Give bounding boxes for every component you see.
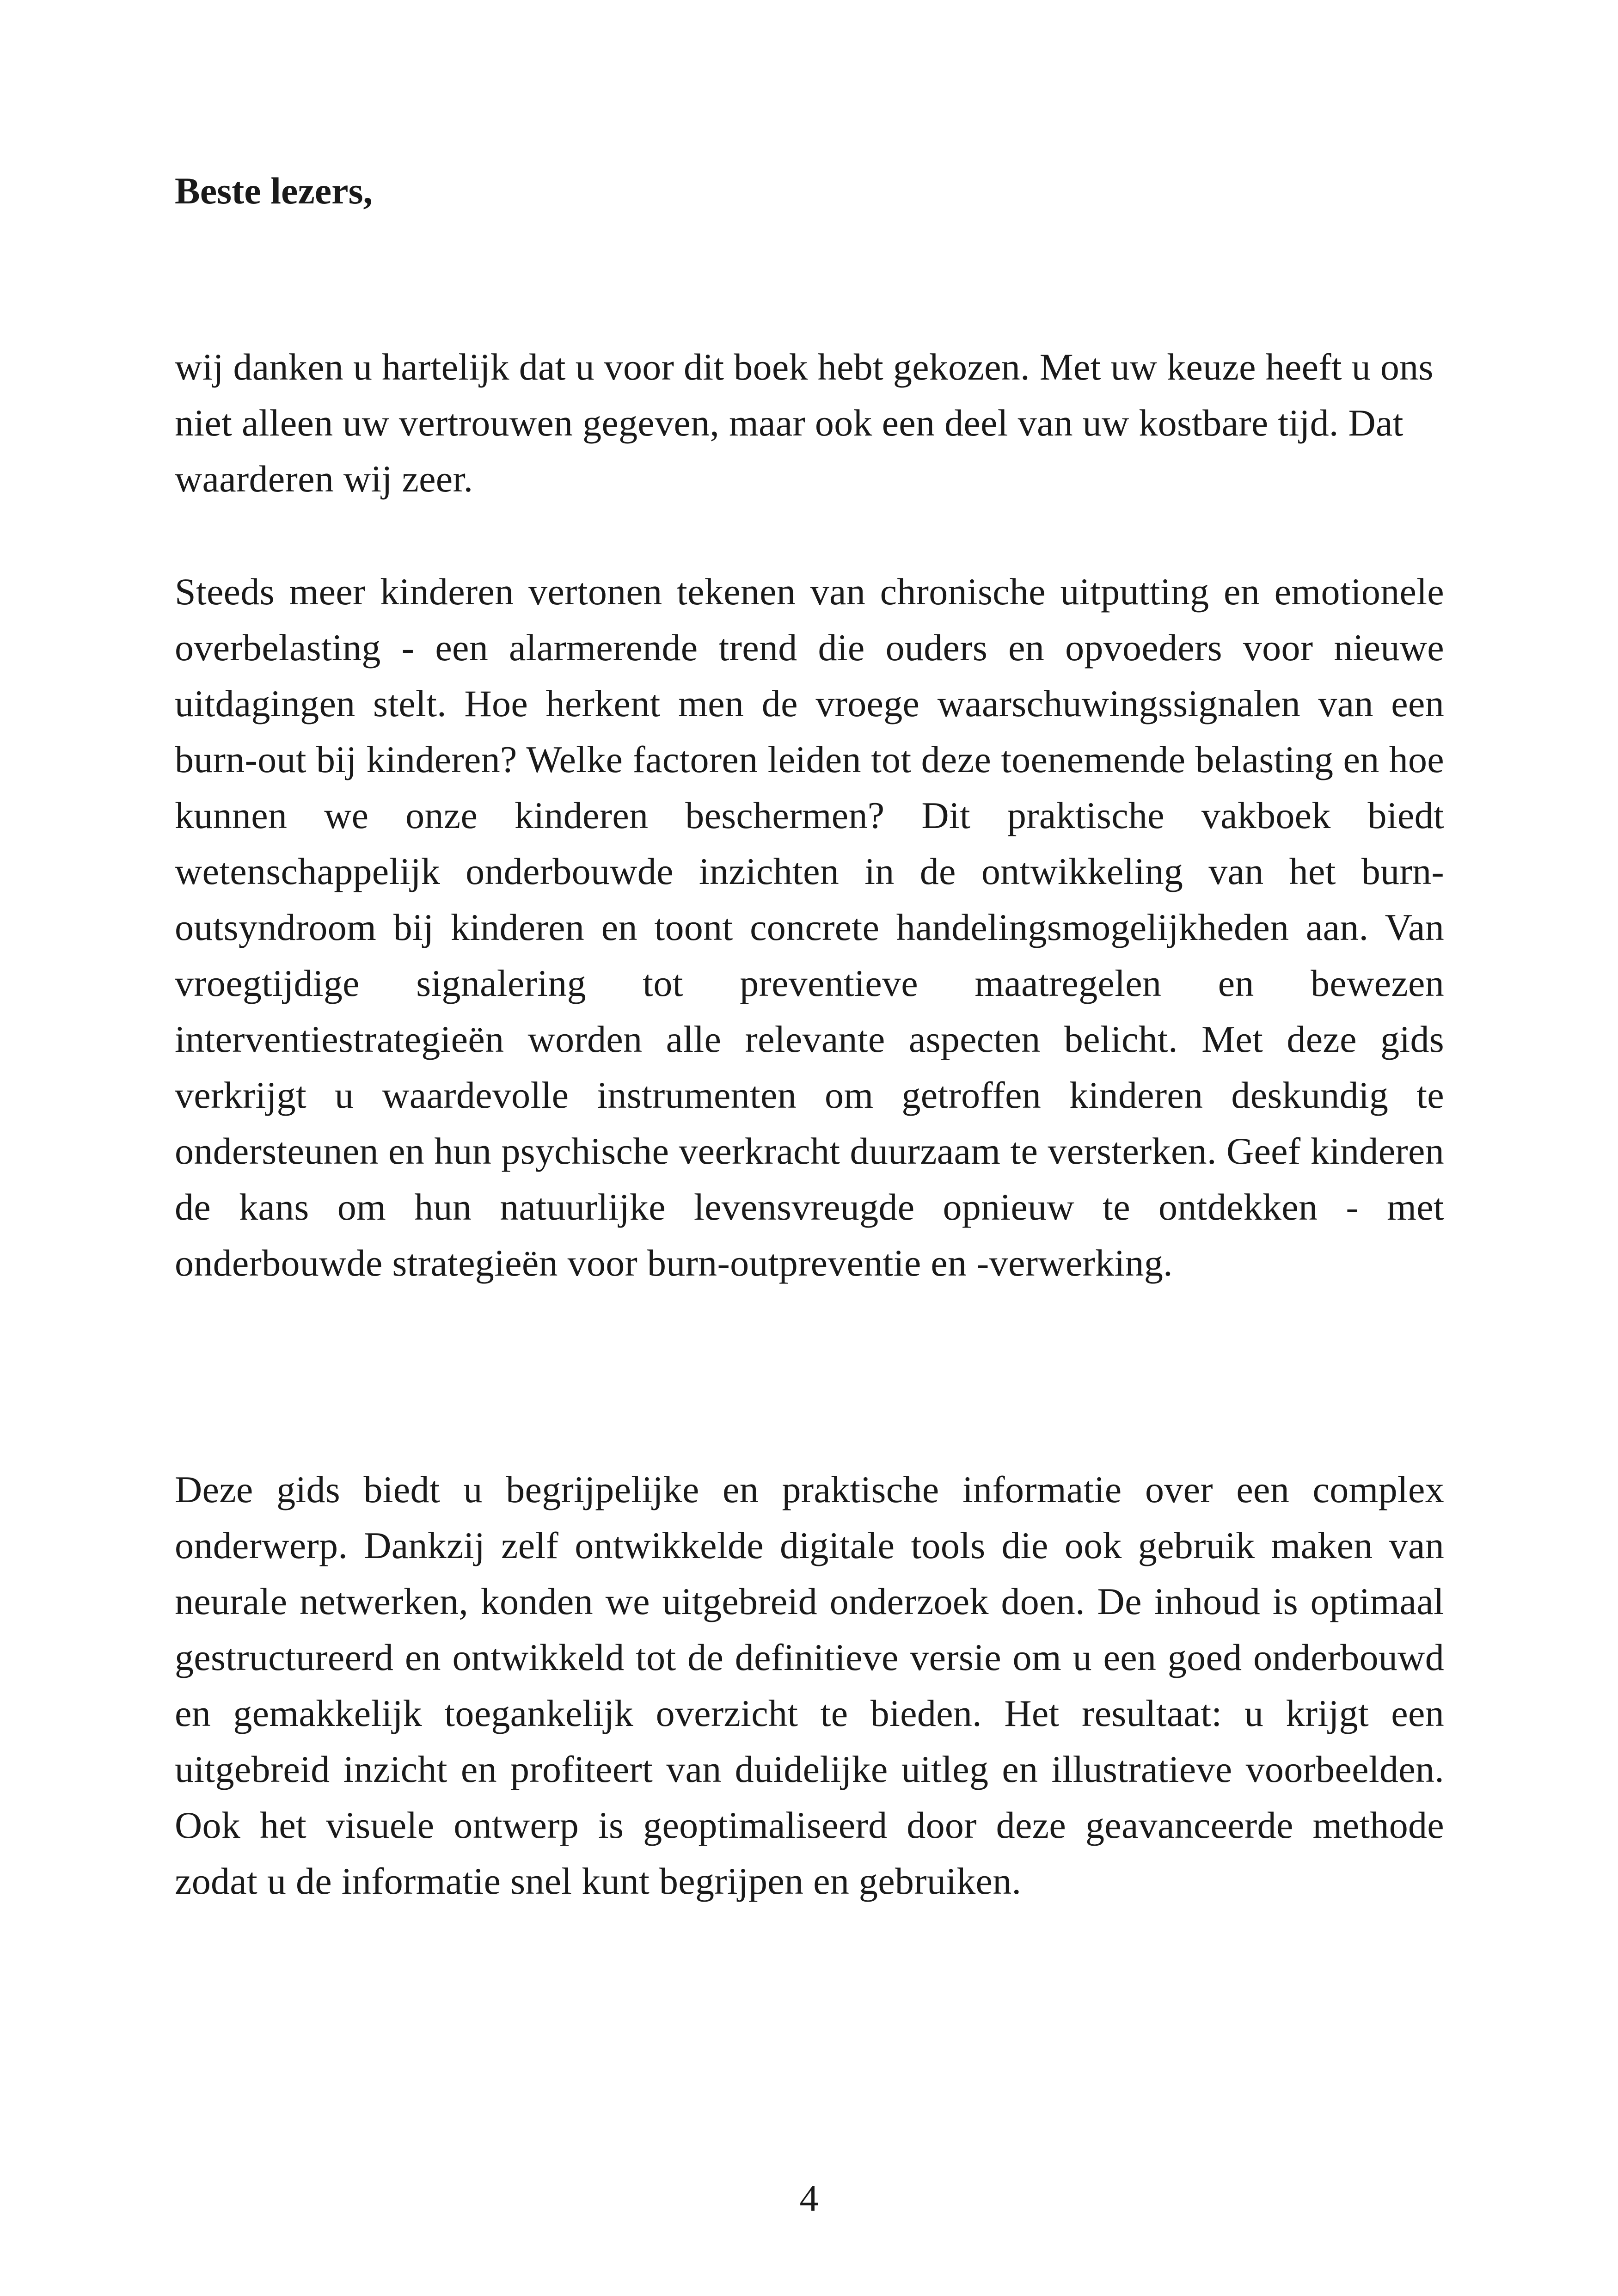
paragraph-thanks: wij danken u hartelijk dat u voor dit boek hebt gekozen. Met uw keuze heeft u ons niet alleen uw vertrouwen gegeven, maar ook een deel van uw kostbare tijd. Dat waarderen wij zeer. — [175, 346, 1434, 500]
paragraph-guide-info: Deze gids biedt u begrijpelijke en praktische informatie over een complex onderwerp. Dankzij zelf ontwikkelde digitale tools die ook gebruik maken van neurale netwerken, konden we uitgebreid onderzoek doen. De inhoud is optimaal gestructureerd en ontwikkeld tot de definitieve versie om u een goed onderbouwd en gemakkelijk toegankelijk overzicht te bieden. Het resultaat: u krijgt een uitgebreid inzicht en profiteert van duidelijke uitleg en illustratieve voorbeelden. Ook het visuele ontwerp is geoptimaliseerd door deze geavanceerde methode zodat u de informatie snel kunt begrijpen en gebruiken. — [175, 1468, 1444, 1902]
page-number: 4 — [799, 2177, 819, 2219]
paragraph-book-description: Steeds meer kinderen vertonen tekenen van chronische uitputting en emotionele overbelasting - een alarmerende trend die ouders en opvoeders voor nieuwe uitdagingen stelt. Hoe herkent men de vroege waarschuwingssignalen van een burn-out bij kinderen? Welke factoren leiden tot deze toenemende belasting en hoe kunnen we onze kinderen beschermen? Dit praktische vakboek biedt wetenschappelijk onderbouwde inzichten in de ontwikkeling van het burn-outsyndroom bij kinderen en toont concrete handelingsmogelijkheden aan. Van vroegtijdige signalering tot preventieve maatregelen en bewezen interventiestrategieën worden alle relevante aspecten belicht. Met deze gids verkrijgt u waardevolle instrumenten om getroffen kinderen deskundig te ondersteunen en hun psychische veerkracht duurzaam te versterken. Geef kinderen de kans om hun natuurlijke levensvreugde opnieuw te ontdekken - met onderbouwde strategieën voor burn-outpreventie en -verwerking. — [175, 571, 1444, 1284]
salutation-heading: Beste lezers, — [175, 170, 373, 212]
